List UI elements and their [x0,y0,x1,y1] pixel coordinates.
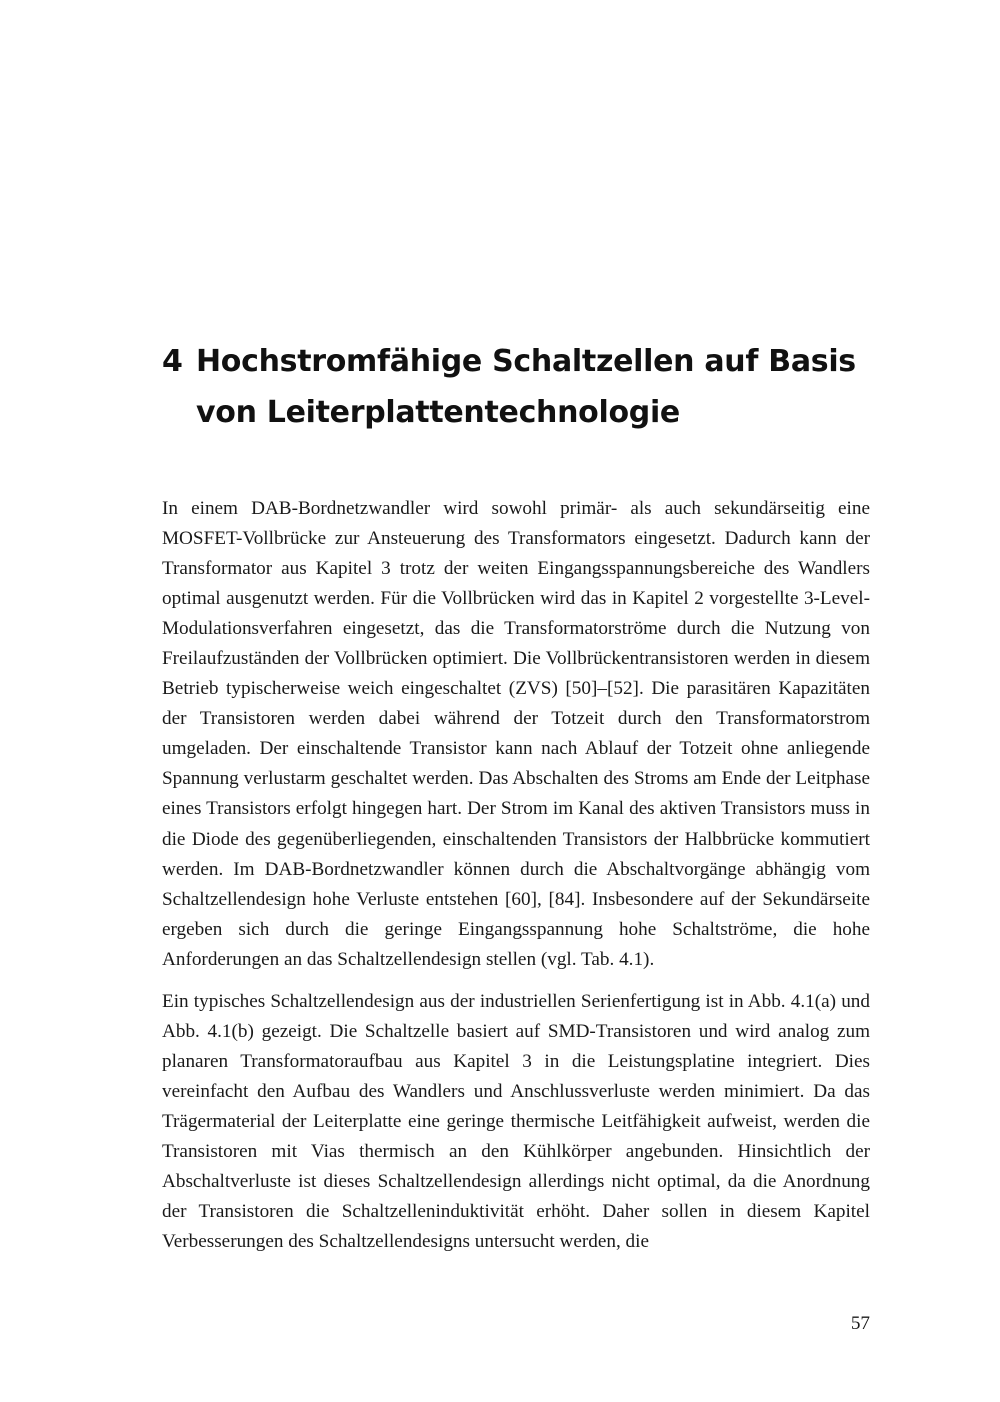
body-text [162,494,870,1257]
page-number: 57 [850,1313,870,1334]
chapter-title: Hochstromfähige Schaltzellen auf Basis von Leiterplattentechnologie [196,344,856,430]
chapter-number: 4 [162,344,183,379]
paragraph-2: Ein typisches Schaltzellendesign aus der industriellen Serienfertigung ist in Abb. 4.1(a) und Abb. 4.1(b) gezeigt. Die Schaltzelle basiert auf SMD-Transistoren und wird analog zum planaren Transformatoraufbau aus Kapitel 3 in die Leistungsplatine integriert. Dies vereinfacht den Aufbau des Wandlers und Anschlussverluste werden minimiert. Da das Trägermaterial der Leiterplatte eine geringe thermische Leitfähigkeit aufweist, werden die Transistoren mit Vias thermisch an den Kühlkörper angebunden. Hinsichtlich der Abschaltverluste ist dieses Schaltzellendesign allerdings nicht optimal, da die Anordnung der Transistoren die Schaltzelleninduktivität erhöht. Daher sollen in diesem Kapitel Verbesserungen des Schaltzellendesigns untersucht werden, die [162,990,870,1253]
paragraph-1: In einem DAB-Bordnetzwandler wird sowohl primär- als auch sekundärseitig eine MOSFET-Vollbrücke zur Ansteuerung des Transformators eingesetzt. Dadurch kann der Transformator aus Kapitel 3 trotz der weiten Eingangsspannungsbereiche des Wandlers optimal ausgenutzt werden. Für die Vollbrücken wird das in Kapitel 2 vorgestellte 3-Level-Modulationsverfahren eingesetzt, das die Transformatorströme durch die Nutzung von Freilaufzuständen der Vollbrücken optimiert. Die Vollbrückentransistoren werden in diesem Betrieb typischerweise weich eingeschaltet (ZVS) [50]–[52]. Die parasitären Kapazitäten der Transistoren werden dabei während der Totzeit durch den Transformatorstrom umgeladen. Der einschaltende Transistor kann nach Ablauf der Totzeit ohne anliegende Spannung verlustarm geschaltet werden. Das Abschalten des Stroms am Ende der Leitphase eines Transistors erfolgt hingegen hart. Der Strom im Kanal des aktiven Transistors muss in die Diode des gegenüberliegenden, einschaltenden Transistors der Halbbrücke kommutiert werden. Im DAB-Bordnetzwandler können durch die Abschaltvorgänge abhängig vom Schaltzellendesign hohe Verluste entstehen [60], [84]. Insbesondere auf der Sekundärseite ergeben sich durch die geringe Eingangsspannung hohe Schaltströme, die hohe Anforderungen an das Schaltzellendesign stellen (vgl. Tab. 4.1). [162,498,870,970]
